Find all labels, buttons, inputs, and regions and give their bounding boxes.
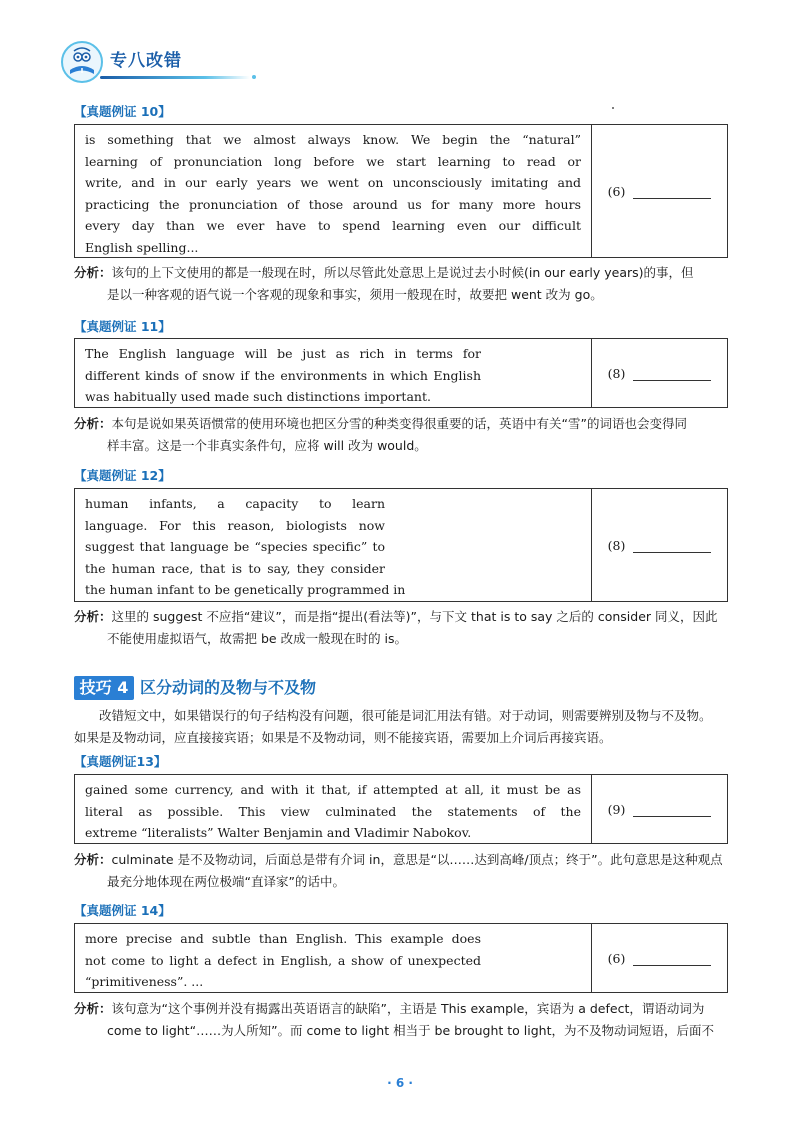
passage-line: practicing the pronunciation of those around us for many more hours [85,196,581,212]
book-mascot-logo-icon [60,40,104,84]
answer-cell [592,489,727,601]
analysis-block [74,998,730,1042]
example-label: 【真题例证 14】 [74,903,171,918]
header-underline [100,76,250,79]
intro-line: 改错短文中，如果错误行的句子结构没有问题，很可能是词汇用法有错。对于动词，则需要辨别及物与不及物。 [99,708,712,723]
example-box [74,338,728,408]
intro-line: 如果是及物动词，应直接接宾语；如果是不及物动词，则不能接宾语，需要加上介词后再接宾语。 [74,730,612,745]
technique-intro [74,705,730,749]
analysis-line: 该句的上下文使用的都是一般现在时，所以尽管此处意思上是说过去小时候(in our early years)的事，但 [111,265,694,280]
passage-line: write, and in our early years we went on unconsciously imitating and [85,175,581,191]
answer-number: (6) [607,183,626,199]
passage-line: suggest that language be “species specific” to [85,539,385,555]
passage-line: extreme “literalists” Walter Benjamin and Vladimir Nabokov. [85,825,472,841]
answer-number: (8) [607,365,626,381]
example-box [74,124,728,258]
example-passage [75,125,592,257]
analysis-label: 分析： [74,852,112,867]
analysis-line: come to light“……为人所知”。而 come to light 相当于 be brought to light，为不及物动词短语，后面不 [107,1023,714,1038]
answer-blank[interactable] [633,802,711,817]
header-dot [252,75,256,79]
technique-tag: 技巧 4 [74,676,134,700]
passage-line: every day than we ever have to spend learning even our difficult [85,218,581,234]
example-passage [75,924,592,992]
analysis-label: 分析： [74,416,112,431]
example-label: 【真题例证 12】 [74,468,171,483]
example-passage [75,489,592,601]
example-box [74,923,728,993]
passage-line: learning of pronunciation long before we start learning to read or [85,153,581,169]
passage-line: gained some currency, and with it that, if attempted at all, it must be as [85,782,581,797]
passage-line: more precise and subtle than English. This example does [85,931,481,946]
example-label: 【真题例证13】 [74,754,167,769]
passage-line: The English language will be just as rich in terms for [85,346,481,361]
passage-line: English spelling... [85,239,199,255]
passage-line: “primitiveness”. ... [85,974,204,990]
answer-number: (8) [607,537,626,553]
analysis-line: 这里的 suggest 不应指“建议”，而是指“提出(看法等)”，与下文 that is to say 之后的 consider 同义，因此 [111,609,718,624]
example-box [74,488,728,602]
passage-line: literal as possible. This view culminated the statements of the [85,803,581,819]
passage-line: the human race, that is to say, they consider [85,560,385,576]
passage-line: the human infant to be genetically programmed in [85,582,406,598]
analysis-line: 样丰富。这是一个非真实条件句，应将 will 改为 would。 [107,438,427,453]
answer-cell [592,775,727,843]
passage-line: language. For this reason, biologists now [85,517,385,533]
passage-line: was habitually used made such distinctions important. [85,389,431,405]
example-passage [75,339,592,407]
answer-blank[interactable] [633,538,711,553]
answer-number: (9) [607,801,626,817]
answer-cell [592,924,727,992]
analysis-block [74,849,730,893]
example-box [74,774,728,844]
analysis-line: culminate 是不及物动词，后面总是带有介词 in，意思是“以……达到高峰/顶点；终于”。此句意思是这种观点 [111,852,723,867]
analysis-block [74,606,730,650]
passage-line: is something that we almost always know. We begin the “natural” [85,132,581,147]
analysis-line: 该句意为“这个事例并没有揭露出英语语言的缺陷”，主语是 This example，宾语为 a defect，谓语动词为 [111,1001,705,1016]
header-title: 专八改错 [110,51,182,71]
answer-blank[interactable] [633,184,711,199]
analysis-label: 分析： [74,265,112,280]
analysis-line: 是以一种客观的语气说一个客观的现象和事实，须用一般现在时，故要把 went 改为 go。 [107,287,603,302]
analysis-line: 最充分地体现在两位极端“直译家”的话中。 [107,874,345,889]
technique-title: 区分动词的及物与不及物 [140,678,317,697]
answer-cell [592,339,727,407]
passage-line: human infants, a capacity to learn [85,496,385,511]
analysis-block [74,262,730,306]
analysis-label: 分析： [74,609,112,624]
page-header [60,38,740,86]
answer-blank[interactable] [633,366,711,381]
analysis-line: 不能使用虚拟语气，故需把 be 改成一般现在时的 is。 [107,631,408,646]
example-label: 【真题例证 10】 [74,104,171,119]
stray-dot [612,107,614,109]
answer-blank[interactable] [633,951,711,966]
analysis-line: 本句是说如果英语惯常的使用环境也把区分雪的种类变得很重要的话，英语中有关“雪”的词语也会变得同 [111,416,687,431]
example-passage [75,775,592,843]
analysis-label: 分析： [74,1001,112,1016]
passage-line: different kinds of snow if the environments in which English [85,367,481,383]
example-label: 【真题例证 11】 [74,319,171,334]
analysis-block [74,413,730,457]
passage-line: not come to light a defect in English, a show of unexpected [85,952,481,968]
answer-cell [592,125,727,257]
answer-number: (6) [607,950,626,966]
page-number: · 6 · [387,1076,413,1090]
